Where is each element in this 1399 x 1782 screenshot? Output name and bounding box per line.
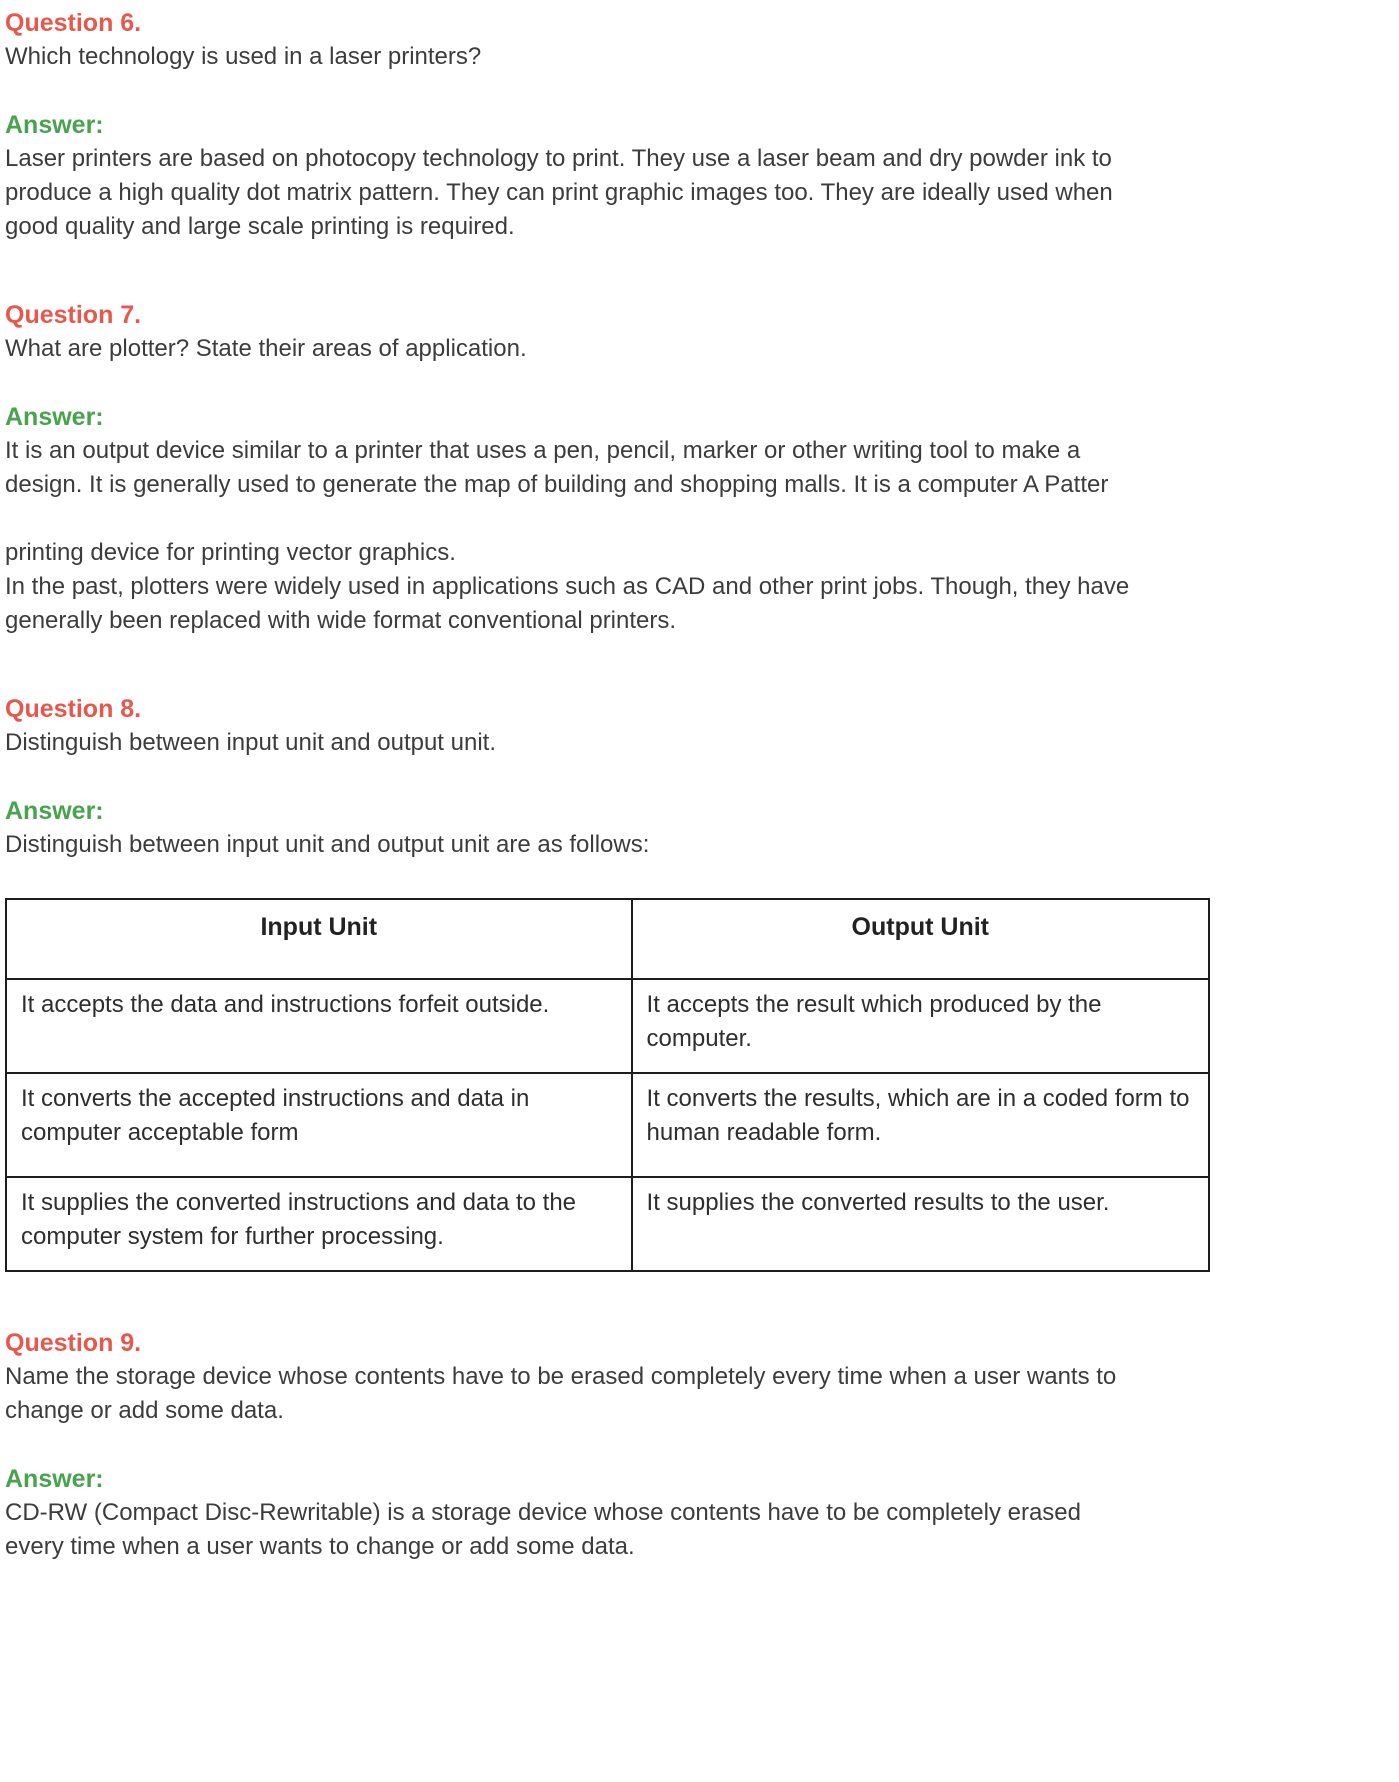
table-cell: It accepts the data and instructions forfeit outside. bbox=[6, 979, 632, 1073]
answer-6-text: Laser printers are based on photocopy technology to print. They use a laser beam and dry powder ink to produce a high quality dot matrix pattern. They can print graphic images too. They are ideally used when good quality and large scale printing is required. bbox=[5, 145, 1113, 240]
table-header-row bbox=[6, 899, 1209, 979]
question-8-heading: Question 8. bbox=[5, 695, 142, 723]
question-9-heading: Question 9. bbox=[5, 1329, 142, 1357]
table-cell: It converts the accepted instructions and data in computer acceptable form bbox=[6, 1073, 632, 1177]
table-cell: It supplies the converted instructions and data to the computer system for further processing. bbox=[6, 1177, 632, 1271]
answer-7-paragraph-1: It is an output device similar to a printer that uses a pen, pencil, marker or other writing tool to make a design. It is generally used to generate the map of building and shopping malls. It is a computer A Patter bbox=[5, 437, 1109, 498]
table-row bbox=[6, 1073, 1209, 1177]
question-7-text: What are plotter? State their areas of application. bbox=[5, 335, 527, 362]
section-question-9 bbox=[5, 1326, 1145, 1564]
question-6-text: Which technology is used in a laser printers? bbox=[5, 43, 482, 70]
question-9-text: Name the storage device whose contents have to be erased completely every time when a user wants to change or add some data. bbox=[5, 1363, 1117, 1424]
question-7-heading: Question 7. bbox=[5, 301, 142, 329]
question-8-text: Distinguish between input unit and output unit. bbox=[5, 729, 497, 756]
answer-8-intro: Distinguish between input unit and output unit are as follows: bbox=[5, 831, 650, 858]
input-output-comparison-table bbox=[5, 898, 1210, 1272]
table-cell: It converts the results, which are in a coded form to human readable form. bbox=[632, 1073, 1209, 1177]
answer-7-label: Answer: bbox=[5, 403, 104, 431]
answer-8-label: Answer: bbox=[5, 797, 104, 825]
answer-6-label: Answer: bbox=[5, 111, 104, 139]
table-header-input-unit: Input Unit bbox=[6, 899, 632, 979]
table-cell: It supplies the converted results to the user. bbox=[632, 1177, 1209, 1271]
table-row bbox=[6, 1177, 1209, 1271]
answer-9-label: Answer: bbox=[5, 1465, 104, 1493]
table-cell: It accepts the result which produced by the computer. bbox=[632, 979, 1209, 1073]
section-question-7 bbox=[5, 298, 1145, 638]
table-header-output-unit: Output Unit bbox=[632, 899, 1209, 979]
qa-document bbox=[5, 6, 1190, 1564]
question-6-heading: Question 6. bbox=[5, 9, 142, 37]
table-row bbox=[6, 979, 1209, 1073]
answer-9-text: CD-RW (Compact Disc-Rewritable) is a storage device whose contents have to be completely erased every time when a user wants to change or add some data. bbox=[5, 1499, 1082, 1560]
answer-7-paragraph-2: printing device for printing vector graphics. bbox=[5, 539, 456, 566]
answer-7-paragraph-3: In the past, plotters were widely used in applications such as CAD and other print jobs. Though, they have generally been replaced with wide format conventional printers. bbox=[5, 573, 1130, 634]
section-question-6 bbox=[5, 6, 1145, 244]
section-question-8 bbox=[5, 692, 1190, 1272]
